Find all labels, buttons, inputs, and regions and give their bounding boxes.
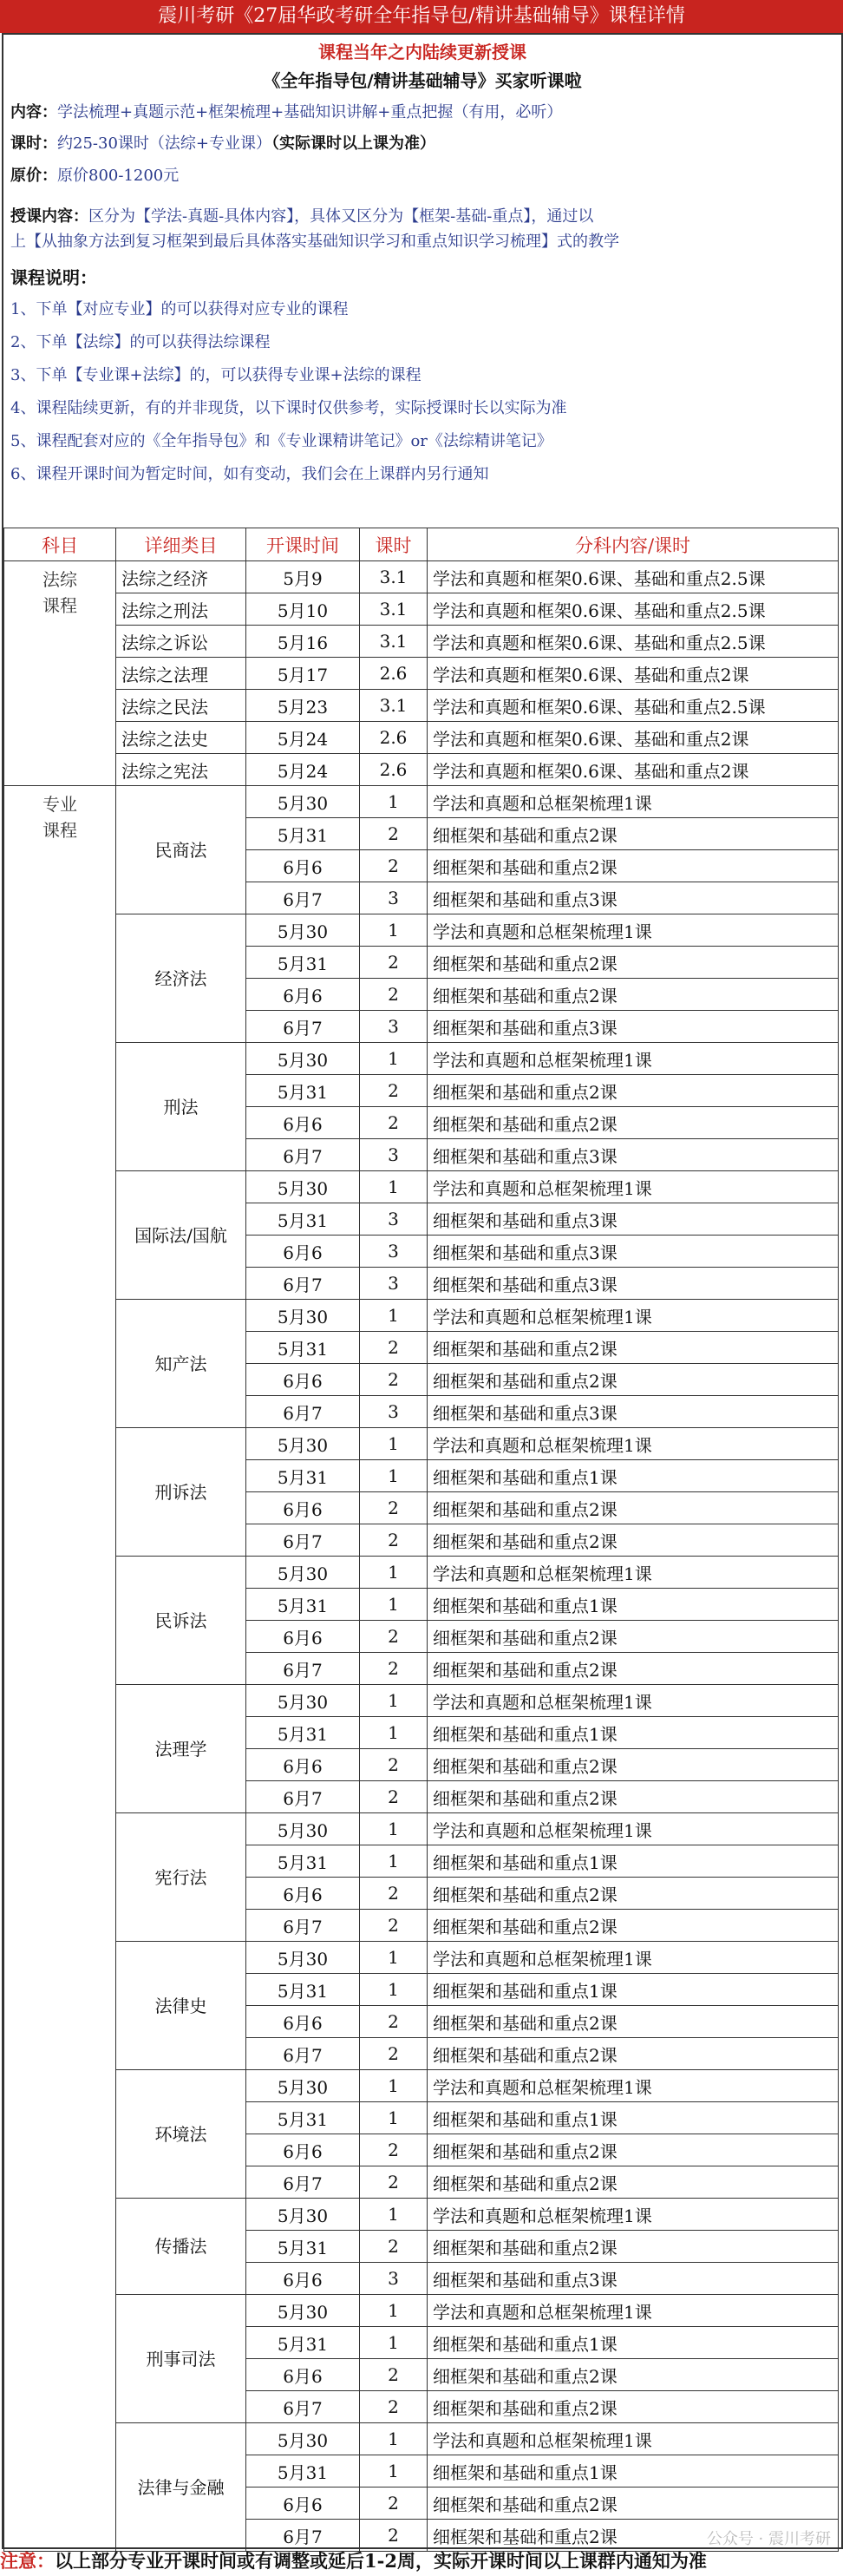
content-cell: 细框架和基础和重点3课 [428,1236,839,1268]
column-header: 开课时间 [246,528,360,561]
date-cell: 5月30 [246,1685,360,1717]
content-cell: 细框架和基础和重点2课 [428,1653,839,1685]
hours-cell: 2 [360,2134,428,2166]
date-cell: 5月31 [246,2327,360,2359]
hours-cell: 1 [360,2327,428,2359]
subject-cell: 环境法 [116,2070,246,2199]
content-cell: 细框架和基础和重点3课 [428,1268,839,1300]
price-label: 原价： [10,167,57,185]
content-cell: 细框架和基础和重点2课 [428,1075,839,1107]
hours-cell: 1 [360,1043,428,1075]
date-cell: 5月31 [246,2231,360,2263]
column-header: 详细类目 [116,528,246,561]
table-row [4,2070,839,2102]
date-cell: 6月6 [246,1492,360,1524]
subject-cell: 宪行法 [116,1813,246,1942]
table-row [4,1171,839,1203]
content-cell: 细框架和基础和重点2课 [428,1364,839,1396]
content-cell: 细框架和基础和重点3课 [428,1396,839,1428]
date-cell: 5月31 [246,1332,360,1364]
hours-cell: 2.6 [360,722,428,754]
content-cell: 学法和真题和框架0.6课、基础和重点2.5课 [428,593,839,626]
content-label: 内容： [10,103,57,121]
date-cell: 5月31 [246,1589,360,1621]
date-cell: 6月6 [246,979,360,1011]
table-row [4,593,839,626]
hours-line [10,131,834,154]
content-cell: 学法和真题和总框架梳理1课 [428,2295,839,2327]
content-cell: 细框架和基础和重点3课 [428,882,839,914]
content-cell: 学法和真题和总框架梳理1课 [428,2199,839,2231]
content-cell: 细框架和基础和重点1课 [428,1460,839,1492]
hours-cell: 2.6 [360,754,428,786]
date-cell: 5月23 [246,690,360,722]
content-cell: 细框架和基础和重点2课 [428,947,839,979]
hours-cell: 2 [360,1910,428,1942]
hours-cell: 3.1 [360,561,428,593]
table-row [4,2199,839,2231]
table-row [4,1300,839,1332]
content-cell: 学法和真题和总框架梳理1课 [428,1685,839,1717]
hours-cell: 3.1 [360,626,428,658]
date-cell: 6月6 [246,1749,360,1781]
hours-cell: 1 [360,2423,428,2455]
price-text: 原价800-1200元 [57,167,180,185]
hours-cell: 1 [360,1557,428,1589]
content-cell: 细框架和基础和重点1课 [428,2455,839,2488]
course-subtitle: 《全年指导包/精讲基础辅导》买家听课啦 [263,70,582,91]
hours-cell: 1 [360,1171,428,1203]
table-row [4,754,839,786]
date-cell: 6月7 [246,1653,360,1685]
date-cell: 6月6 [246,850,360,882]
hours-cell: 2 [360,818,428,850]
hours-cell: 2 [360,2359,428,2391]
date-cell: 5月31 [246,818,360,850]
hours-cell: 3 [360,1011,428,1043]
date-cell: 6月6 [246,2263,360,2295]
subject-cell: 刑法 [116,1043,246,1171]
content-cell: 细框架和基础和重点2课 [428,1910,839,1942]
date-cell: 5月30 [246,2423,360,2455]
date-cell: 6月6 [246,2006,360,2038]
hours-cell: 2 [360,2520,428,2552]
column-header: 分科内容/课时 [428,528,839,561]
teach-text-2: 上【从抽象方法到复习框架到最后具体落实基础知识学习和重点知识学习梳理】式的教学 [10,233,619,251]
content-cell: 细框架和基础和重点3课 [428,1203,839,1236]
content-cell: 细框架和基础和重点2课 [428,2134,839,2166]
teach-text-1: 区分为【学法-真题-具体内容】，具体又区分为【框架-基础-重点】，通过以 [88,207,594,226]
teach-label: 授课内容： [10,207,88,226]
hours-cell: 2 [360,2488,428,2520]
date-cell: 5月30 [246,1043,360,1075]
content-cell: 细框架和基础和重点2课 [428,1107,839,1139]
content-cell: 细框架和基础和重点2课 [428,979,839,1011]
hours-cell: 2 [360,1107,428,1139]
content-cell: 细框架和基础和重点3课 [428,2263,839,2295]
hours-cell: 2 [360,2231,428,2263]
hours-cell: 1 [360,2199,428,2231]
date-cell: 5月30 [246,1942,360,1974]
hours-cell: 3.1 [360,690,428,722]
desc-label: 课程说明： [10,267,97,288]
footer-note [0,2547,843,2576]
table-row [4,2295,839,2327]
content-cell: 细框架和基础和重点2课 [428,1492,839,1524]
hours-cell: 1 [360,1589,428,1621]
table-row [4,786,839,818]
content-cell: 学法和真题和框架0.6课、基础和重点2.5课 [428,626,839,658]
date-cell: 5月30 [246,1171,360,1203]
hours-cell: 1 [360,1300,428,1332]
hours-cell: 3 [360,2263,428,2295]
content-cell: 细框架和基础和重点2课 [428,2166,839,2199]
table-row [4,626,839,658]
hours-cell: 2 [360,979,428,1011]
hours-cell: 1 [360,1974,428,2006]
hours-cell: 3 [360,1396,428,1428]
content-cell: 细框架和基础和重点2课 [428,818,839,850]
subject-cell: 法律与金融 [116,2423,246,2552]
subject-cell: 知产法 [116,1300,246,1428]
hours-cell: 1 [360,1428,428,1460]
content-text: 学法梳理+真题示范+框架梳理+基础知识讲解+重点把握（有用，必听） [57,103,563,121]
date-cell: 5月30 [246,2070,360,2102]
table-row [4,1942,839,1974]
item-cell: 法综之民法 [116,690,246,722]
hours-cell: 2 [360,850,428,882]
page-title: 震川考研《27届华政考研全年指导包/精讲基础辅导》课程详情 [0,0,843,33]
date-cell: 5月31 [246,947,360,979]
date-cell: 6月7 [246,1781,360,1813]
content-cell: 学法和真题和框架0.6课、基础和重点2.5课 [428,561,839,593]
date-cell: 6月7 [246,1011,360,1043]
item-cell: 法综之法史 [116,722,246,754]
date-cell: 6月7 [246,2520,360,2552]
subject-cell: 传播法 [116,2199,246,2295]
hours-label: 课时： [10,134,57,153]
content-cell: 学法和真题和框架0.6课、基础和重点2课 [428,658,839,690]
hours-cell: 2 [360,2166,428,2199]
content-cell: 细框架和基础和重点2课 [428,1524,839,1557]
hours-cell: 2 [360,1781,428,1813]
hours-cell: 1 [360,2070,428,2102]
date-cell: 6月6 [246,2134,360,2166]
date-cell: 6月7 [246,1910,360,1942]
content-cell: 细框架和基础和重点2课 [428,1332,839,1364]
hours-cell: 1 [360,1717,428,1749]
date-cell: 6月6 [246,2359,360,2391]
item-cell: 法综之宪法 [116,754,246,786]
hours-cell: 3 [360,1203,428,1236]
item-cell: 法综之经济 [116,561,246,593]
date-cell: 5月9 [246,561,360,593]
watermark: 公众号 · 震川考研 [706,2530,831,2548]
content-cell: 细框架和基础和重点2课 [428,2038,839,2070]
date-cell: 5月30 [246,2295,360,2327]
note-item: 1、下单【对应专业】的可以获得对应专业的课程 [10,300,349,318]
date-cell: 6月7 [246,1396,360,1428]
hours-note: （实际课时以上课为准） [271,134,435,153]
content-cell: 学法和真题和框架0.6课、基础和重点2课 [428,722,839,754]
hours-cell: 2 [360,1653,428,1685]
hours-cell: 2.6 [360,658,428,690]
date-cell: 5月30 [246,1813,360,1845]
hours-cell: 3 [360,1139,428,1171]
table-row [4,722,839,754]
category-cell: 专业课程 [4,786,116,2552]
date-cell: 5月24 [246,722,360,754]
course-schedule-table [3,528,839,2552]
date-cell: 5月31 [246,1203,360,1236]
hours-cell: 1 [360,1845,428,1878]
hours-cell: 2 [360,1621,428,1653]
date-cell: 5月31 [246,1974,360,2006]
subject-cell: 法理学 [116,1685,246,1813]
content-cell: 细框架和基础和重点1课 [428,1974,839,2006]
date-cell: 5月17 [246,658,360,690]
hours-cell: 1 [360,786,428,818]
hours-text: 约25-30课时（法综+专业课） [57,134,271,153]
hours-cell: 1 [360,1813,428,1845]
hours-cell: 1 [360,2295,428,2327]
date-cell: 6月7 [246,2391,360,2423]
hours-cell: 1 [360,2102,428,2134]
hours-cell: 1 [360,1942,428,1974]
footer-label: 注意： [0,2550,55,2572]
date-cell: 5月31 [246,1717,360,1749]
subject-cell: 刑诉法 [116,1428,246,1557]
hours-cell: 1 [360,914,428,947]
hours-cell: 2 [360,2391,428,2423]
date-cell: 5月31 [246,1845,360,1878]
content-line [10,100,834,122]
content-cell: 细框架和基础和重点1课 [428,1845,839,1878]
date-cell: 5月30 [246,914,360,947]
table-row [4,561,839,593]
subject-cell: 民诉法 [116,1557,246,1685]
hours-cell: 1 [360,2455,428,2488]
date-cell: 6月6 [246,1107,360,1139]
content-cell: 学法和真题和总框架梳理1课 [428,2070,839,2102]
content-cell: 学法和真题和总框架梳理1课 [428,2423,839,2455]
content-cell: 细框架和基础和重点1课 [428,1717,839,1749]
content-cell: 细框架和基础和重点2课 [428,2391,839,2423]
hours-cell: 1 [360,1685,428,1717]
date-cell: 5月30 [246,786,360,818]
subject-cell: 经济法 [116,914,246,1043]
content-cell: 细框架和基础和重点2课 [428,2520,839,2552]
update-notice: 课程当年之内陆续更新授课 [318,42,526,62]
note-item: 4、课程陆续更新，有的并非现货，以下课时仅供参考，实际授课时长以实际为准 [10,399,567,417]
note-item: 6、课程开课时间为暂定时间，如有变动，我们会在上课群内另行通知 [10,465,489,483]
subject-cell: 法律史 [116,1942,246,2070]
item-cell: 法综之法理 [116,658,246,690]
subject-cell: 刑事司法 [116,2295,246,2423]
content-cell: 细框架和基础和重点2课 [428,1749,839,1781]
content-cell: 学法和真题和总框架梳理1课 [428,1942,839,1974]
content-cell: 细框架和基础和重点2课 [428,2006,839,2038]
table-row [4,690,839,722]
price-line [10,163,834,186]
hours-cell: 2 [360,2006,428,2038]
content-cell: 细框架和基础和重点2课 [428,850,839,882]
content-cell: 细框架和基础和重点1课 [428,2327,839,2359]
table-row [4,1685,839,1717]
date-cell: 6月7 [246,1268,360,1300]
table-row [4,1813,839,1845]
hours-cell: 2 [360,1492,428,1524]
column-header: 科目 [4,528,116,561]
date-cell: 6月7 [246,1524,360,1557]
content-cell: 细框架和基础和重点2课 [428,2488,839,2520]
content-cell: 细框架和基础和重点2课 [428,1878,839,1910]
date-cell: 5月31 [246,2102,360,2134]
date-cell: 5月16 [246,626,360,658]
hours-cell: 3 [360,882,428,914]
content-cell: 细框架和基础和重点3课 [428,1139,839,1171]
category-cell: 法综课程 [4,561,116,786]
hours-cell: 2 [360,1364,428,1396]
date-cell: 6月7 [246,2166,360,2199]
teach-line-1 [10,204,834,226]
date-cell: 6月7 [246,1139,360,1171]
content-cell: 细框架和基础和重点3课 [428,1011,839,1043]
content-cell: 学法和真题和总框架梳理1课 [428,1428,839,1460]
hours-cell: 2 [360,1075,428,1107]
date-cell: 6月7 [246,882,360,914]
content-cell: 学法和真题和总框架梳理1课 [428,914,839,947]
content-cell: 细框架和基础和重点2课 [428,1781,839,1813]
date-cell: 5月30 [246,1557,360,1589]
content-cell: 学法和真题和总框架梳理1课 [428,1171,839,1203]
hours-cell: 2 [360,947,428,979]
hours-cell: 2 [360,1332,428,1364]
content-cell: 学法和真题和总框架梳理1课 [428,1300,839,1332]
date-cell: 5月30 [246,1428,360,1460]
subject-cell: 民商法 [116,786,246,914]
item-cell: 法综之诉讼 [116,626,246,658]
hours-cell: 1 [360,1460,428,1492]
date-cell: 5月30 [246,2199,360,2231]
hours-cell: 2 [360,1878,428,1910]
date-cell: 6月6 [246,1621,360,1653]
content-cell: 学法和真题和框架0.6课、基础和重点2课 [428,754,839,786]
date-cell: 6月6 [246,1878,360,1910]
content-cell: 细框架和基础和重点2课 [428,2231,839,2263]
table-row [4,1557,839,1589]
date-cell: 6月6 [246,1364,360,1396]
content-cell: 学法和真题和总框架梳理1课 [428,1043,839,1075]
hours-cell: 3 [360,1236,428,1268]
note-item: 3、下单【专业课+法综】的，可以获得专业课+法综的课程 [10,366,422,384]
content-cell: 细框架和基础和重点2课 [428,1621,839,1653]
content-cell: 细框架和基础和重点1课 [428,2102,839,2134]
content-cell: 细框架和基础和重点2课 [428,2359,839,2391]
table-row [4,1043,839,1075]
date-cell: 6月7 [246,2038,360,2070]
item-cell: 法综之刑法 [116,593,246,626]
date-cell: 5月31 [246,1460,360,1492]
date-cell: 5月30 [246,1300,360,1332]
note-item: 2、下单【法综】的可以获得法综课程 [10,333,271,351]
table-header-row [4,528,839,561]
hours-cell: 2 [360,1749,428,1781]
content-cell: 学法和真题和总框架梳理1课 [428,1557,839,1589]
hours-cell: 3 [360,1268,428,1300]
hours-cell: 3.1 [360,593,428,626]
content-cell: 细框架和基础和重点1课 [428,1589,839,1621]
date-cell: 6月6 [246,1236,360,1268]
table-row [4,658,839,690]
content-cell: 学法和真题和总框架梳理1课 [428,1813,839,1845]
date-cell: 5月10 [246,593,360,626]
content-cell: 学法和真题和总框架梳理1课 [428,786,839,818]
date-cell: 5月24 [246,754,360,786]
hours-cell: 2 [360,1524,428,1557]
table-row [4,2423,839,2455]
content-cell: 学法和真题和框架0.6课、基础和重点2.5课 [428,690,839,722]
footer-text: 以上部分专业开课时间或有调整或延后1-2周，实际开课时间以上课群内通知为准 [55,2550,707,2572]
date-cell: 5月31 [246,2455,360,2488]
table-row [4,1428,839,1460]
column-header: 课时 [360,528,428,561]
date-cell: 5月31 [246,1075,360,1107]
hours-cell: 2 [360,2038,428,2070]
table-row [4,914,839,947]
date-cell: 6月6 [246,2488,360,2520]
subject-cell: 国际法/国航 [116,1171,246,1300]
note-item: 5、课程配套对应的《全年指导包》和《专业课精讲笔记》or《法综精讲笔记》 [10,432,552,450]
